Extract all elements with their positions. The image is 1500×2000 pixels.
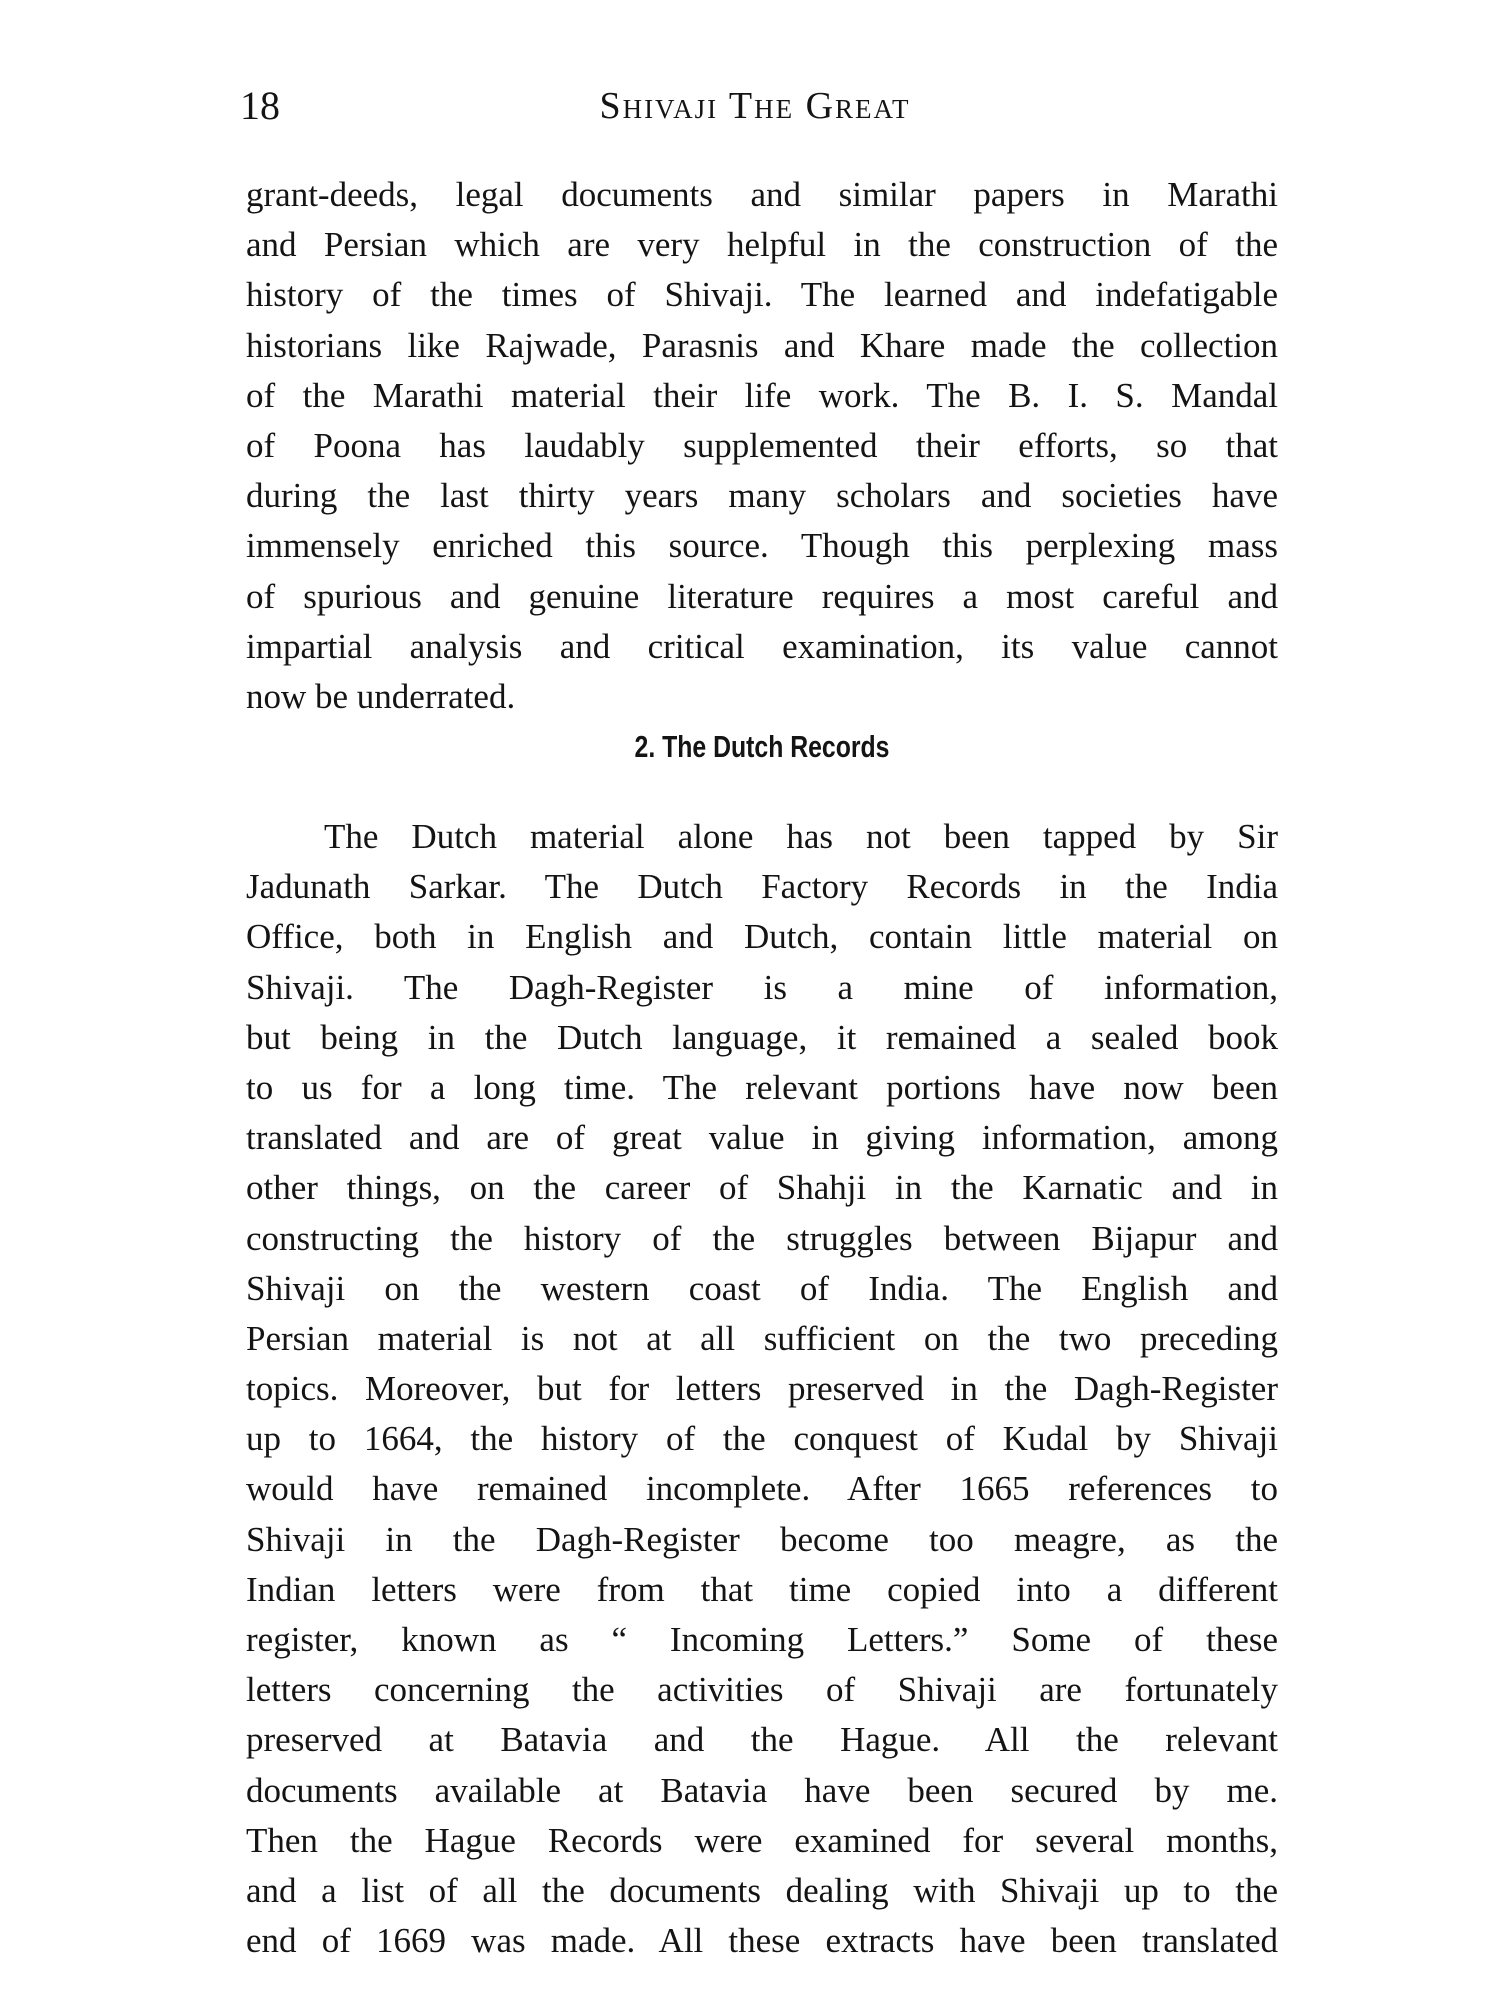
text-line: now be underrated. bbox=[246, 676, 516, 716]
text-line: Then the Hague Records were examined for several months, bbox=[246, 1820, 1278, 1860]
text-line: to us for a long time. The relevant portions have now been bbox=[246, 1067, 1278, 1107]
text-line: letters concerning the activities of Shivaji are fortunately bbox=[246, 1670, 1278, 1710]
text-line: topics. Moreover, but for letters preserved in the Dagh-Register bbox=[246, 1369, 1278, 1409]
text-line: history of the times of Shivaji. The learned and indefatigable bbox=[246, 275, 1278, 315]
running-head bbox=[240, 78, 1270, 134]
text-line: and Persian which are very helpful in the construction of the bbox=[246, 225, 1278, 265]
text-line: other things, on the career of Shahji in the Karnatic and in bbox=[246, 1168, 1278, 1208]
text-line: documents available at Batavia have been secured by me. bbox=[246, 1770, 1278, 1810]
text-line: Shivaji. The Dagh-Register is a mine of information, bbox=[246, 967, 1278, 1007]
text-line: of Poona has laudably supplemented their efforts, so that bbox=[246, 425, 1278, 465]
text-line: Persian material is not at all sufficient on the two preceding bbox=[246, 1318, 1278, 1358]
text-line: Shivaji in the Dagh-Register become too meagre, as the bbox=[246, 1519, 1278, 1559]
text-line: during the last thirty years many scholars and societies have bbox=[246, 476, 1278, 516]
text-line: of the Marathi material their life work. The B. I. S. Mandal bbox=[246, 375, 1278, 415]
text-line: immensely enriched this source. Though this perplexing mass bbox=[246, 526, 1278, 566]
running-title: Shivaji The Great bbox=[599, 85, 911, 127]
text-line: and a list of all the documents dealing with Shivaji up to the bbox=[246, 1870, 1278, 1910]
text-line: of spurious and genuine literature requires a most careful and bbox=[246, 576, 1278, 616]
text-line: historians like Rajwade, Parasnis and Khare made the collection bbox=[246, 325, 1278, 365]
paragraph-dutch-records bbox=[246, 812, 1278, 1966]
text-line: but being in the Dutch language, it remained a sealed book bbox=[246, 1017, 1278, 1057]
text-line: translated and are of great value in giving information, among bbox=[246, 1118, 1278, 1158]
text-line: Office, both in English and Dutch, contain little material on bbox=[246, 917, 1278, 957]
text-line: end of 1669 was made. All these extracts have been translated bbox=[246, 1921, 1278, 1961]
text-line: preserved at Batavia and the Hague. All the relevant bbox=[246, 1720, 1278, 1760]
paragraph-continued bbox=[246, 170, 1278, 722]
text-line: would have remained incomplete. After 1665 references to bbox=[246, 1469, 1278, 1509]
text-line: The Dutch material alone has not been tapped by Sir bbox=[324, 817, 1278, 856]
section-heading: 2. The Dutch Records bbox=[634, 729, 890, 764]
text-line: constructing the history of the struggles between Bijapur and bbox=[246, 1218, 1278, 1258]
text-line: Indian letters were from that time copied into a different bbox=[246, 1569, 1278, 1609]
text-line: impartial analysis and critical examination, its value cannot bbox=[246, 626, 1278, 666]
text-line: register, known as “ Incoming Letters.” Some of these bbox=[246, 1620, 1278, 1659]
page-number: 18 bbox=[240, 83, 280, 128]
text-line: grant-deeds, legal documents and similar papers in Marathi bbox=[246, 175, 1278, 214]
text-line: Jadunath Sarkar. The Dutch Factory Records in the India bbox=[246, 867, 1278, 907]
text-line: up to 1664, the history of the conquest of Kudal by Shivaji bbox=[246, 1419, 1278, 1459]
text-line: Shivaji on the western coast of India. The English and bbox=[246, 1268, 1278, 1308]
